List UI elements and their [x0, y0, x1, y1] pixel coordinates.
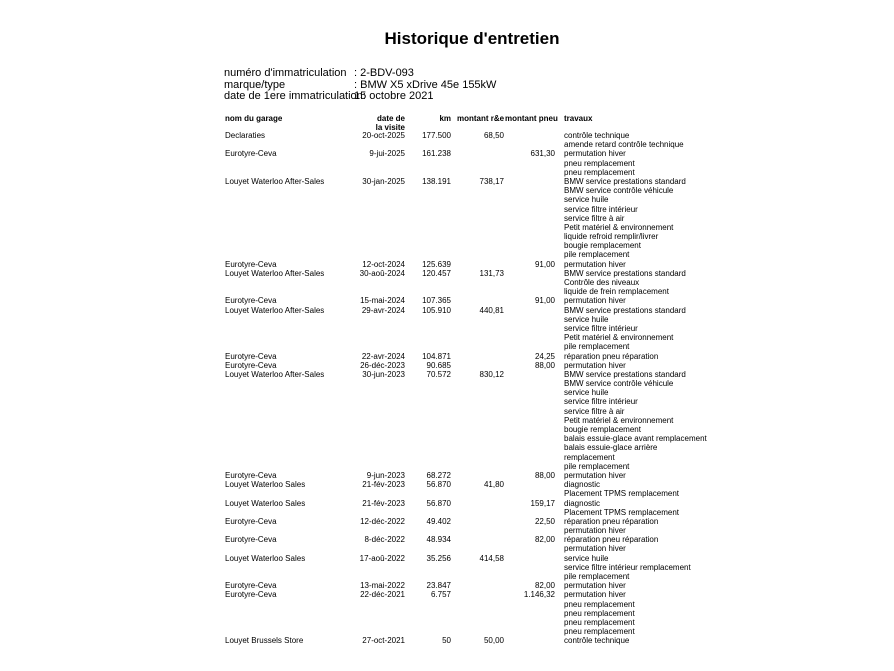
table-row: [0, 260, 894, 269]
table-row: [0, 489, 894, 498]
date-cell: 15-mai-2024: [360, 296, 405, 306]
montant-rae-cell: 131,73: [479, 268, 504, 278]
date-cell: 21-fév-2023: [362, 498, 405, 508]
travaux-cell: pneu remplacement: [564, 599, 635, 609]
table-row: [0, 370, 894, 379]
travaux-cell: pile remplacement: [564, 572, 630, 581]
travaux-cell: amende retard contrôle technique: [564, 140, 684, 150]
travaux-cell: réparation pneu réparation: [564, 535, 659, 545]
montant-rae-cell: 41,80: [483, 480, 504, 490]
travaux-cell: service huile: [564, 553, 609, 563]
table-row: [0, 177, 894, 186]
table-row: [0, 287, 894, 296]
table-row: [0, 352, 894, 361]
travaux-cell: service filtre intérieur: [564, 397, 638, 407]
date-cell: 27-oct-2021: [362, 636, 405, 646]
date-cell: 29-avr-2024: [361, 305, 405, 315]
table-row: [0, 590, 894, 599]
km-cell: 125.639: [422, 259, 451, 269]
table-row: [0, 581, 894, 590]
montant-rae-cell: 414,58: [479, 553, 504, 563]
travaux-cell: permutation hiver: [564, 360, 626, 370]
table-row: [0, 443, 894, 452]
montant-rae-cell: 738,17: [479, 176, 504, 186]
first-registration-label: date de 1ere immatriculation:: [224, 90, 366, 102]
travaux-cell: Petit matériel & environnement: [564, 333, 674, 343]
table-row: [0, 296, 894, 305]
date-cell: 8-déc-2022: [364, 535, 405, 545]
date-cell: 13-mai-2022: [360, 581, 405, 591]
date-cell: 12-oct-2024: [362, 259, 405, 269]
travaux-cell: permutation hiver: [564, 526, 626, 536]
table-row: [0, 517, 894, 526]
table-row: [0, 627, 894, 636]
travaux-cell: BMW service contrôle véhicule: [564, 379, 674, 389]
travaux-cell: Contrôle des niveaux: [564, 278, 640, 287]
travaux-cell: balais essuie-glace arrière: [564, 443, 658, 453]
km-cell: 161.238: [422, 149, 451, 159]
table-row: [0, 205, 894, 214]
header-montant-pneu: montant pneu: [505, 114, 558, 123]
garage-cell: Louyet Waterloo After-Sales: [225, 369, 325, 379]
travaux-cell: permutation hiver: [564, 296, 626, 306]
travaux-cell: pile remplacement: [564, 250, 630, 260]
table-row: [0, 388, 894, 397]
km-cell: 48.934: [426, 535, 451, 545]
travaux-cell: contrôle technique: [564, 131, 630, 140]
km-cell: 23.847: [426, 581, 451, 591]
garage-cell: Eurotyre-Ceva: [225, 581, 277, 591]
travaux-cell: service huile: [564, 195, 609, 205]
garage-cell: Eurotyre-Ceva: [225, 516, 277, 526]
travaux-cell: pneu remplacement: [564, 158, 635, 168]
km-cell: 120.457: [422, 268, 451, 278]
garage-cell: Louyet Waterloo After-Sales: [225, 305, 325, 315]
travaux-cell: pneu remplacement: [564, 167, 635, 177]
table-row: [0, 453, 894, 462]
table-row: [0, 232, 894, 241]
travaux-cell: diagnostic: [564, 480, 601, 490]
table-row: [0, 554, 894, 563]
montant-pneu-cell: 159,17: [530, 498, 555, 508]
header-km: km: [439, 114, 451, 123]
date-cell: 9-jui-2025: [369, 149, 405, 159]
table-row: [0, 324, 894, 333]
date-cell: 22-avr-2024: [361, 351, 405, 361]
km-cell: 90.685: [426, 360, 451, 370]
table-row: [0, 223, 894, 232]
table-row: [0, 342, 894, 351]
table-row: [0, 333, 894, 342]
garage-cell: Louyet Waterloo Sales: [225, 480, 306, 490]
montant-pneu-cell: 22,50: [534, 516, 555, 526]
table-row: [0, 361, 894, 370]
km-cell: 56.870: [426, 498, 451, 508]
table-row: [0, 186, 894, 195]
header-date-line2: la visite: [375, 123, 405, 132]
travaux-cell: service filtre à air: [564, 406, 625, 416]
table-row: [0, 131, 894, 140]
km-cell: 68.272: [426, 470, 451, 480]
header-montant-rae: montant r&e: [457, 114, 505, 123]
km-cell: 138.191: [422, 176, 451, 186]
table-row: [0, 636, 894, 645]
table-row: [0, 572, 894, 581]
travaux-cell: bougie remplacement: [564, 241, 641, 251]
table-row: [0, 379, 894, 388]
travaux-cell: service filtre à air: [564, 213, 625, 223]
travaux-cell: pile remplacement: [564, 342, 630, 352]
date-cell: 9-jun-2023: [366, 470, 405, 480]
km-cell: 56.870: [426, 480, 451, 490]
table-row: [0, 544, 894, 553]
table-row: [0, 618, 894, 627]
table-row: [0, 278, 894, 287]
date-cell: 12-déc-2022: [360, 516, 405, 526]
travaux-cell: permutation hiver: [564, 581, 626, 591]
travaux-cell: liquide refroid remplir/livrer: [564, 232, 659, 242]
travaux-cell: pile remplacement: [564, 461, 630, 471]
registration-label: numéro d'immatriculation: [224, 67, 347, 79]
travaux-cell: permutation hiver: [564, 149, 626, 159]
table-row: [0, 140, 894, 149]
garage-cell: Louyet Waterloo Sales: [225, 498, 306, 508]
travaux-cell: Petit matériel & environnement: [564, 222, 674, 232]
table-row: [0, 214, 894, 223]
table-row: [0, 526, 894, 535]
travaux-cell: Placement TPMS remplacement: [564, 507, 680, 517]
km-cell: 104.871: [422, 351, 451, 361]
travaux-cell: Petit matériel & environnement: [564, 415, 674, 425]
date-cell: 21-fév-2023: [362, 480, 405, 490]
garage-cell: Louyet Waterloo After-Sales: [225, 268, 325, 278]
make-type-label: marque/type: [224, 78, 286, 91]
table-row: [0, 609, 894, 618]
montant-pneu-cell: 82,00: [534, 535, 555, 545]
table-row: [0, 480, 894, 489]
km-cell: 70.572: [426, 369, 451, 379]
travaux-cell: BMW service prestations standard: [564, 305, 686, 315]
table-row: [0, 434, 894, 443]
garage-cell: Eurotyre-Ceva: [225, 360, 277, 370]
travaux-cell: bougie remplacement: [564, 425, 641, 434]
table-row: [0, 159, 894, 168]
travaux-cell: balais essuie-glace avant remplacement: [564, 434, 707, 444]
travaux-cell: diagnostic: [564, 498, 601, 508]
date-cell: 22-déc-2021: [360, 590, 405, 600]
date-cell: 30-aoû-2024: [359, 268, 405, 278]
km-cell: 107.365: [422, 296, 451, 306]
travaux-cell: BMW service contrôle véhicule: [564, 186, 674, 196]
travaux-cell: permutation hiver: [564, 544, 626, 554]
travaux-cell: pneu remplacement: [564, 608, 635, 618]
travaux-cell: pneu remplacement: [564, 617, 635, 627]
garage-cell: Declaraties: [225, 131, 266, 140]
travaux-cell: Placement TPMS remplacement: [564, 489, 680, 499]
table-row: [0, 471, 894, 480]
montant-pneu-cell: 24,25: [534, 351, 555, 361]
montant-pneu-cell: 88,00: [534, 470, 555, 480]
travaux-cell: service filtre intérieur: [564, 204, 638, 214]
montant-rae-cell: 830,12: [479, 369, 504, 379]
table-row: [0, 563, 894, 572]
table-row: [0, 535, 894, 544]
km-cell: 49.402: [426, 516, 451, 526]
date-cell: 26-déc-2023: [360, 360, 405, 370]
make-type-value: : BMW X5 xDrive 45e 155kW: [354, 78, 497, 91]
travaux-cell: contrôle technique: [564, 636, 630, 646]
table-row: [0, 306, 894, 315]
date-cell: 30-jun-2023: [362, 369, 405, 379]
table-row: [0, 407, 894, 416]
table-row: [0, 499, 894, 508]
page-title: Historique d'entretien: [384, 29, 560, 48]
travaux-cell: BMW service prestations standard: [564, 369, 686, 379]
table-row: [0, 508, 894, 517]
travaux-cell: permutation hiver: [564, 470, 626, 480]
first-registration-value: 15 octobre 2021: [354, 90, 434, 102]
montant-pneu-cell: 1.146,32: [523, 590, 555, 600]
header-garage: nom du garage: [225, 114, 283, 123]
table-row: [0, 168, 894, 177]
travaux-cell: remplacement: [564, 452, 615, 462]
garage-cell: Eurotyre-Ceva: [225, 351, 277, 361]
registration-value: : 2-BDV-093: [354, 67, 414, 79]
table-row: [0, 425, 894, 434]
montant-pneu-cell: 91,00: [534, 259, 555, 269]
montant-pneu-cell: 88,00: [534, 360, 555, 370]
table-row: [0, 149, 894, 158]
table-row: [0, 250, 894, 259]
garage-cell: Eurotyre-Ceva: [225, 470, 277, 480]
travaux-cell: réparation pneu réparation: [564, 351, 659, 361]
table-row: [0, 195, 894, 204]
garage-cell: Eurotyre-Ceva: [225, 259, 277, 269]
date-cell: 30-jan-2025: [362, 176, 405, 186]
table-row: [0, 397, 894, 406]
maintenance-table: [0, 131, 894, 646]
montant-pneu-cell: 631,30: [530, 149, 555, 159]
table-row: [0, 416, 894, 425]
garage-cell: Eurotyre-Ceva: [225, 590, 277, 600]
garage-cell: Eurotyre-Ceva: [225, 535, 277, 545]
montant-rae-cell: 440,81: [479, 305, 504, 315]
travaux-cell: service huile: [564, 388, 609, 398]
km-cell: 6.757: [430, 590, 451, 600]
travaux-cell: BMW service prestations standard: [564, 268, 686, 278]
km-cell: 50: [442, 636, 451, 646]
montant-rae-cell: 50,00: [483, 636, 504, 646]
garage-cell: Louyet Waterloo After-Sales: [225, 176, 325, 186]
table-row: [0, 462, 894, 471]
travaux-cell: réparation pneu réparation: [564, 516, 659, 526]
garage-cell: Eurotyre-Ceva: [225, 296, 277, 306]
travaux-cell: liquide de frein remplacement: [564, 287, 669, 297]
table-row: [0, 315, 894, 324]
table-row: [0, 241, 894, 250]
travaux-cell: permutation hiver: [564, 590, 626, 600]
travaux-cell: BMW service prestations standard: [564, 176, 686, 186]
travaux-cell: service filtre intérieur remplacement: [564, 562, 691, 572]
km-cell: 105.910: [422, 305, 451, 315]
travaux-cell: service filtre intérieur: [564, 323, 638, 333]
km-cell: 35.256: [426, 553, 451, 563]
table-row: [0, 269, 894, 278]
garage-cell: Eurotyre-Ceva: [225, 149, 277, 159]
header-travaux: travaux: [564, 114, 593, 123]
montant-pneu-cell: 91,00: [534, 296, 555, 306]
garage-cell: Louyet Brussels Store: [225, 636, 304, 646]
travaux-cell: permutation hiver: [564, 259, 626, 269]
montant-rae-cell: 68,50: [483, 131, 504, 140]
montant-pneu-cell: 82,00: [534, 581, 555, 591]
date-cell: 17-aoû-2022: [359, 553, 405, 563]
header-date-line1: date de: [376, 114, 405, 123]
travaux-cell: service huile: [564, 314, 609, 324]
km-cell: 177.500: [422, 131, 451, 140]
date-cell: 20-oct-2025: [362, 131, 405, 140]
travaux-cell: pneu remplacement: [564, 627, 635, 637]
garage-cell: Louyet Waterloo Sales: [225, 553, 306, 563]
table-row: [0, 600, 894, 609]
